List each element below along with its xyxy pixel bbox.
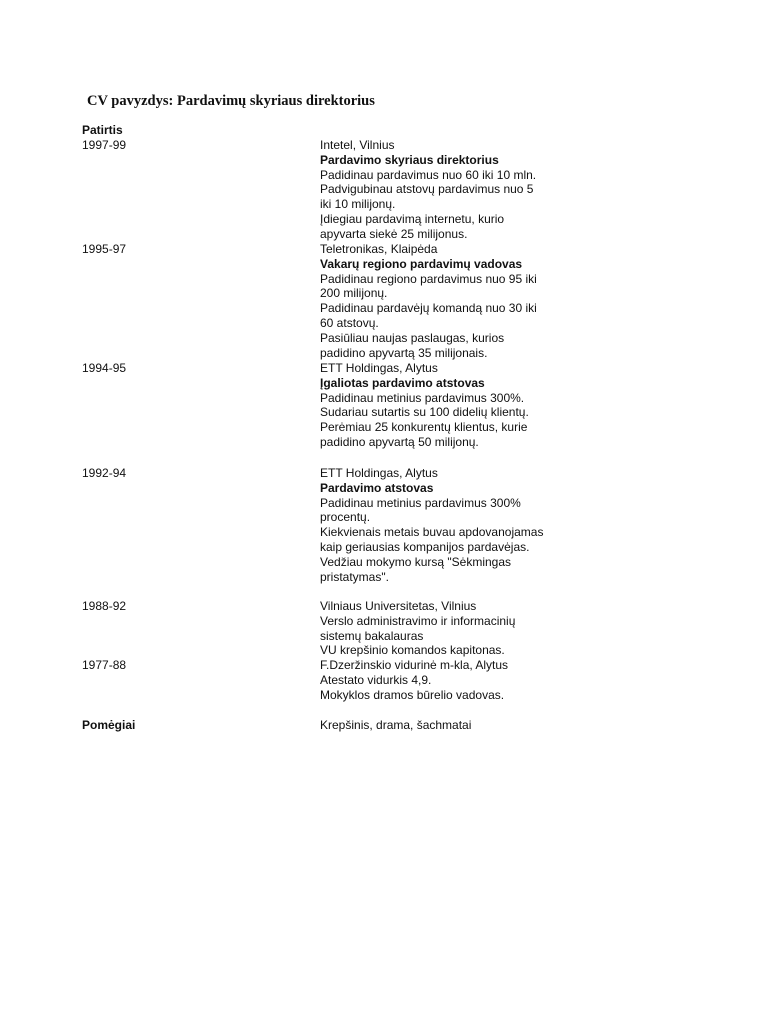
entry-role: Įgaliotas pardavimo atstovas — [320, 375, 485, 390]
education-details — [320, 599, 560, 658]
education-years: 1977-88 — [82, 658, 127, 672]
education-line: sistemų bakalauras — [320, 628, 424, 643]
entry-line: 60 atstovų. — [320, 315, 379, 330]
entry-line: 200 milijonų. — [320, 286, 388, 301]
education-years: 1988-92 — [82, 599, 127, 613]
education-line: Verslo administravimo ir informacinių — [320, 613, 516, 628]
entry-line: padidino apyvartą 50 milijonų. — [320, 434, 479, 449]
entry-line: padidino apyvartą 35 milijonais. — [320, 345, 488, 360]
education-line: VU krepšinio komandos kapitonas. — [320, 643, 505, 658]
education-line: F.Dzeržinskio vidurinė m-kla, Alytus — [320, 658, 509, 672]
entry-line: iki 10 milijonų. — [320, 197, 396, 212]
entry-line: apyvarta siekė 25 milijonus. — [320, 226, 468, 241]
experience-heading: Patirtis — [82, 123, 123, 137]
entry-years: 1997-99 — [82, 138, 127, 152]
page-title: CV pavyzdys: Pardavimų skyriaus direktorius — [87, 93, 375, 109]
entry-line: Padvigubinau atstovų pardavimus nuo 5 — [320, 182, 534, 197]
entry-details — [320, 242, 560, 360]
entry-line: Padidinau metinius pardavimus 300% — [320, 495, 521, 510]
education-line: Vilniaus Universitetas, Vilnius — [320, 599, 477, 613]
entry-years: 1995-97 — [82, 242, 127, 256]
entry-line: pristatymas". — [320, 569, 389, 584]
hobbies-heading: Pomėgiai — [82, 718, 136, 732]
entry-years: 1992-94 — [82, 466, 127, 480]
entry-employer: Teletronikas, Klaipėda — [320, 242, 438, 256]
hobbies-value: Krepšinis, drama, šachmatai — [320, 718, 472, 732]
entry-line: Padidinau regiono pardavimus nuo 95 iki — [320, 271, 537, 286]
education-line: Atestato vidurkis 4,9. — [320, 672, 432, 687]
entry-details — [320, 466, 560, 584]
entry-line: Padidinau pardavėjų komandą nuo 30 iki — [320, 301, 537, 316]
entry-role: Vakarų regiono pardavimų vadovas — [320, 256, 523, 271]
entry-line: procentų. — [320, 510, 371, 525]
entry-role: Pardavimo skyriaus direktorius — [320, 152, 499, 167]
entry-details — [320, 361, 560, 450]
entry-role: Pardavimo atstovas — [320, 480, 434, 495]
entry-details — [320, 138, 560, 242]
entry-years: 1994-95 — [82, 361, 127, 375]
education-line: Mokyklos dramos būrelio vadovas. — [320, 687, 505, 702]
entry-line: Kiekvienais metais buvau apdovanojamas — [320, 525, 544, 540]
entry-line: Įdiegiau pardavimą internetu, kurio — [320, 211, 505, 226]
entry-line: Vedžiau mokymo kursą "Sėkmingas — [320, 554, 512, 569]
entry-line: kaip geriausias kompanijos pardavėjas. — [320, 539, 530, 554]
entry-line: Padidinau pardavimus nuo 60 iki 10 mln. — [320, 167, 537, 182]
entry-line: Sudariau sutartis su 100 didelių klientų. — [320, 405, 529, 420]
education-details — [320, 658, 560, 702]
entry-line: Perėmiau 25 konkurentų klientus, kurie — [320, 420, 528, 435]
entry-employer: ETT Holdingas, Alytus — [320, 361, 438, 375]
entry-line: Pasiūliau naujas paslaugas, kurios — [320, 330, 505, 345]
entry-employer: Intetel, Vilnius — [320, 138, 395, 152]
entry-line: Padidinau metinius pardavimus 300%. — [320, 390, 525, 405]
entry-employer: ETT Holdingas, Alytus — [320, 466, 438, 480]
